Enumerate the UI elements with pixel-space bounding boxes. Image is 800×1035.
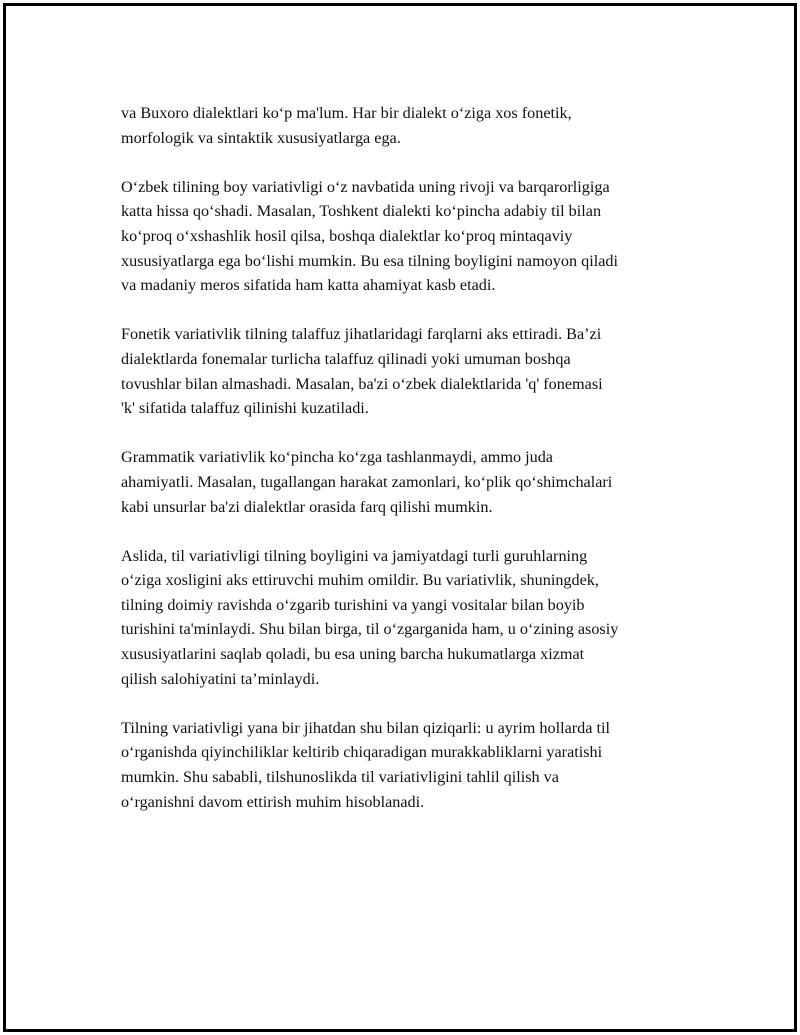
paragraph-3: Fonetik variativlik tilning talaffuz jihatlaridagi farqlarni aks ettiradi. Baʼzi dialektlarda fonemalar turlicha talaffuz qilinadi yoki umuman boshqa tovushlar bilan almashadi. Masalan, ba'zi oʻzbek dialektlarida 'q' fonemasi 'k' sifatida talaffuz qilinishi kuzatiladi. [121, 325, 603, 418]
page-frame [3, 3, 797, 1032]
paragraph-4: Grammatik variativlik koʻpincha koʻzga tashlanmaydi, ammo juda ahamiyatli. Masalan, tugallangan harakat zamonlari, koʻplik qoʻshimchalari kabi unsurlar ba'zi dialektlar orasida farq qilishi mumkin. [121, 448, 613, 516]
paragraph-6: Tilning variativligi yana bir jihatdan shu bilan qiziqarli: u ayrim hollarda til oʻrganishda qiyinchiliklar keltirib chiqaradigan murakkabliklarni yaratishi mumkin. Shu sababli, tilshunoslikda til variativligini tahlil qilish va oʻrganishni davom ettirish muhim hisoblanadi. [121, 718, 610, 811]
paragraph-5: Aslida, til variativligi tilning boyligini va jamiyatdagi turli guruhlarning oʻziga xosligini aks ettiruvchi muhim omildir. Bu variativlik, shuningdek, tilning doimiy ravishda oʻzgarib turishini va yangi vositalar bilan boyib turishini ta'minlaydi. Shu bilan birga, til oʻzgarganida ham, u oʻzining asosiy xususiyatlarini saqlab qoladi, bu esa uning barcha hukumatlarga xizmat qilish salohiyatini taʼminlaydi. [121, 546, 619, 688]
paragraph-1: va Buxoro dialektlari koʻp ma'lum. Har bir dialekt oʻziga xos fonetik, morfologik va sintaktik xususiyatlarga ega. [121, 104, 572, 147]
document-body [121, 101, 711, 839]
paragraph-2: Oʻzbek tilining boy variativligi oʻz navbatida uning rivoji va barqarorligiga katta hissa qoʻshadi. Masalan, Toshkent dialekti koʻpincha adabiy til bilan koʻproq oʻxshashlik hosil qilsa, boshqa dialektlar koʻproq mintaqaviy xususiyatlarga ega boʻlishi mumkin. Bu esa tilning boyligini namoyon qiladi va madaniy meros sifatida ham katta ahamiyat kasb etadi. [121, 177, 618, 295]
